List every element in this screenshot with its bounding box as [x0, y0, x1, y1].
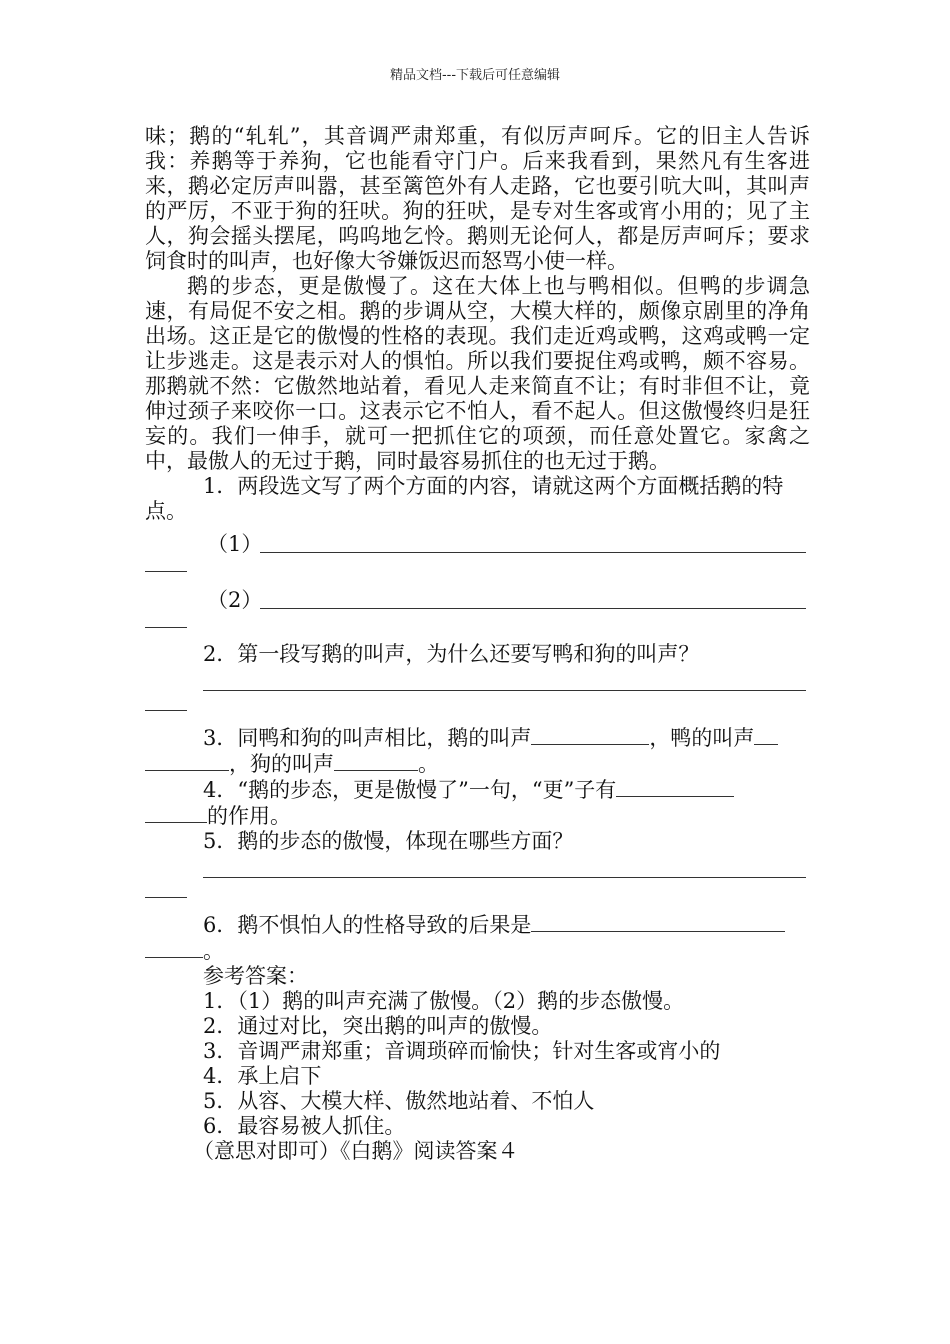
- answer-line-q5[interactable]: [203, 858, 810, 883]
- blank-consequence[interactable]: [531, 912, 785, 932]
- blank-dog-call[interactable]: [334, 751, 418, 771]
- answer-line-1[interactable]: [145, 532, 810, 557]
- blank-line-tail: [145, 883, 187, 908]
- question-6-cont: [145, 938, 810, 964]
- blank-geng-function-cont[interactable]: [145, 803, 207, 823]
- question-2: 2．第一段写鹅的叫声，为什么还要写鸭和狗的叫声？: [203, 642, 700, 666]
- answer-item-1: 1．（1）鹅的叫声充满了傲慢。（2）鹅的步态傲慢。: [203, 989, 685, 1013]
- blank-line-tail: [145, 613, 187, 638]
- blank-duck-call-cont[interactable]: [145, 751, 229, 771]
- answer-line-2[interactable]: [145, 588, 810, 613]
- question-3-cont: [145, 751, 810, 777]
- question-3: [145, 725, 810, 751]
- answer-item-4: 4．承上启下: [203, 1064, 322, 1088]
- question-4: [145, 777, 810, 803]
- blank-consequence-cont[interactable]: [145, 938, 203, 958]
- answers-footer: （意思对即可）《白鹅》阅读答案４: [193, 1139, 519, 1163]
- blank-line-tail: [145, 557, 187, 582]
- question-6: [145, 912, 810, 938]
- page-header: 精品文档---下载后可任意编辑: [389, 68, 561, 83]
- answers-title: 参考答案：: [203, 964, 308, 988]
- passage-paragraph-2: 鹅的步态，更是傲慢了。这在大体上也与鸭相似。但鸭的步调急速，有局促不安之相。鹅的步调从空，大模大样的，颇像京剧里的净角出场。这正是它的傲慢的性格的表现。我们走近鸡或鸭，这鸡或鸭一定让步逃走。这是表示对人的惧怕。所以我们要捉住鸡或鸭，颇不容易。那鹅就不然：它傲然地站着，看见人走来简直不让；有时非但不让，竟伸过颈子来咬你一口。这表示它不怕人，看不起人。但这傲慢终归是狂妄的。我们一伸手，就可一把抓住它的项颈，而任意处置它。家禽之中，最傲人的无过于鹅，同时最容易抓住的也无过于鹅。: [145, 274, 810, 473]
- answer-label-2: （2）: [207, 588, 263, 612]
- question-3-text-a: 3．同鸭和狗的叫声相比，鹅的叫声: [203, 726, 532, 750]
- question-3-text-c: ，狗的叫声: [229, 752, 334, 776]
- answer-item-5: 5．从容、大模大样、傲然地站着、不怕人: [203, 1089, 595, 1113]
- answer-item-2: 2．通过对比，突出鹅的叫声的傲慢。: [203, 1014, 553, 1038]
- question-5: 5．鹅的步态的傲慢，体现在哪些方面？: [203, 829, 574, 853]
- blank-line: [260, 608, 806, 609]
- question-3-text-b: ，鸭的叫声: [649, 726, 755, 750]
- blank-line: [260, 552, 806, 553]
- question-6-text-a: 6．鹅不惧怕人的性格导致的后果是: [203, 913, 532, 937]
- blank-goose-call[interactable]: [531, 725, 649, 745]
- answer-line-q2[interactable]: [203, 671, 810, 696]
- question-4-text-a: 4．“鹅的步态，更是傲慢了”一句，“更”子有: [203, 778, 617, 802]
- passage-paragraph-1: 味；鹅的“轧轧”，其音调严肃郑重，有似厉声呵斥。它的旧主人告诉我：养鹅等于养狗，它也能看守门户。后来我看到，果然凡有生客进来，鹅必定厉声叫嚣，甚至篱笆外有人走路，它也要引吭大叫，其叫声的严厉，不亚于狗的狂吠。狗的狂吠，是专对生客或宵小用的；见了主人，狗会摇头摆尾，呜呜地乞怜。鹅则无论何人，都是厉声呵斥；要求饲食时的叫声，也好像大爷嫌饭迟而怒骂小使一样。: [145, 124, 810, 273]
- question-4-cont: [145, 803, 810, 829]
- question-6-text-b: 。: [203, 939, 224, 963]
- blank-line-tail: [145, 696, 187, 721]
- blank-geng-function[interactable]: [616, 777, 734, 797]
- answer-label-1: （1）: [207, 532, 263, 556]
- document-body: [145, 124, 810, 1164]
- question-1: 1．两段选文写了两个方面的内容，请就这两个方面概括鹅的特点。: [145, 474, 784, 523]
- answer-item-6: 6．最容易被人抓住。: [203, 1114, 406, 1138]
- question-3-text-d: 。: [418, 752, 439, 776]
- answer-item-3: 3．音调严肃郑重；音调琐碎而愉快；针对生客或宵小的: [203, 1039, 721, 1063]
- question-4-text-b: 的作用。: [207, 804, 291, 828]
- blank-duck-call[interactable]: [754, 725, 778, 745]
